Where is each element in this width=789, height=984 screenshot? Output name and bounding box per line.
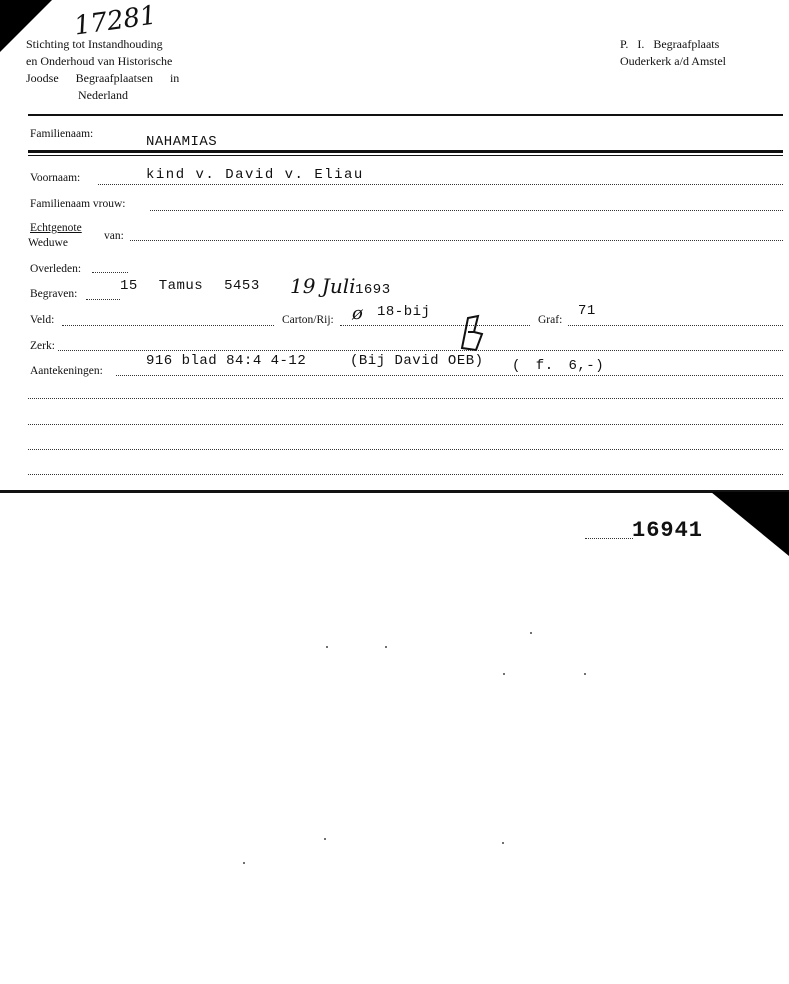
card-number-line: [585, 538, 633, 539]
location-line: P. I. Begraafplaats: [620, 37, 720, 51]
organization-line: Joodse Begraafplaatsen in: [26, 71, 180, 85]
aantekeningen-fee: ( f. 6,-): [512, 358, 605, 374]
graf-line: [568, 325, 783, 326]
card-number: 16941: [632, 518, 704, 543]
overleden-line: [92, 272, 128, 273]
aantekeningen-line: [116, 375, 783, 376]
handwritten-number: 17281: [72, 0, 159, 42]
van-line: [130, 240, 783, 241]
familienaam-value: NAHAMIAS: [146, 134, 218, 150]
begraven-line: [86, 299, 120, 300]
scan-speck: [324, 838, 326, 840]
carton-line: [340, 325, 530, 326]
aantekeningen-value: 916 blad 84:4 4-12: [146, 353, 307, 369]
familienaam-vrouw-label: Familienaam vrouw:: [30, 198, 126, 210]
weduwe-label: Weduwe: [28, 237, 68, 249]
familienaam-label: Familienaam:: [30, 128, 94, 140]
scan-speck: [584, 673, 586, 675]
header-rule: [28, 114, 783, 116]
blank-line: [28, 474, 783, 475]
aantekeningen-label: Aantekeningen:: [30, 365, 103, 377]
scan-speck: [502, 842, 504, 844]
location-line: Ouderkerk a/d Amstel: [620, 54, 726, 68]
blank-line: [28, 424, 783, 425]
voornaam-label: Voornaam:: [30, 172, 81, 184]
card-bottom-edge: [0, 490, 789, 493]
overleden-label: Overleden:: [30, 263, 82, 275]
familienaam-vrouw-line: [150, 210, 783, 211]
organization-line: Nederland: [78, 88, 128, 102]
begraven-label: Begraven:: [30, 288, 78, 300]
voornaam-line: [98, 184, 783, 185]
handwritten-mark-icon: [456, 312, 486, 352]
corner-mark: [711, 492, 789, 556]
carton-slash-mark: ø: [352, 303, 363, 324]
begraven-handwritten: 19 Juli: [290, 274, 356, 298]
organization-line: en Onderhoud van Historische: [26, 54, 173, 68]
scan-speck: [530, 632, 532, 634]
organization-block: [26, 36, 179, 104]
blank-line: [28, 449, 783, 450]
begraven-typed: 15 Tamus 5453: [120, 278, 260, 294]
carton-label: Carton/Rij:: [282, 314, 334, 326]
voornaam-value: kind v. David v. Eliau: [146, 167, 364, 183]
organization-line: Stichting tot Instandhouding: [26, 37, 163, 51]
graf-value: 71: [578, 303, 596, 319]
familienaam-rule-thick: [28, 150, 783, 153]
location-block: [620, 36, 726, 70]
scan-speck: [326, 646, 328, 648]
begraven-year: 1693: [355, 282, 391, 298]
echtgenote-label: Echtgenote: [30, 222, 82, 234]
zerk-label: Zerk:: [30, 340, 55, 352]
carton-value: 18-bij: [377, 304, 431, 320]
blank-line: [28, 398, 783, 399]
graf-label: Graf:: [538, 314, 563, 326]
van-label: van:: [104, 230, 124, 242]
aantekeningen-note: (Bij David OEB): [350, 353, 484, 369]
scan-speck: [243, 862, 245, 864]
veld-line: [62, 325, 274, 326]
scan-speck: [503, 673, 505, 675]
scan-speck: [385, 646, 387, 648]
zerk-line: [58, 350, 783, 351]
familienaam-rule-thin: [28, 155, 783, 156]
veld-label: Veld:: [30, 314, 55, 326]
